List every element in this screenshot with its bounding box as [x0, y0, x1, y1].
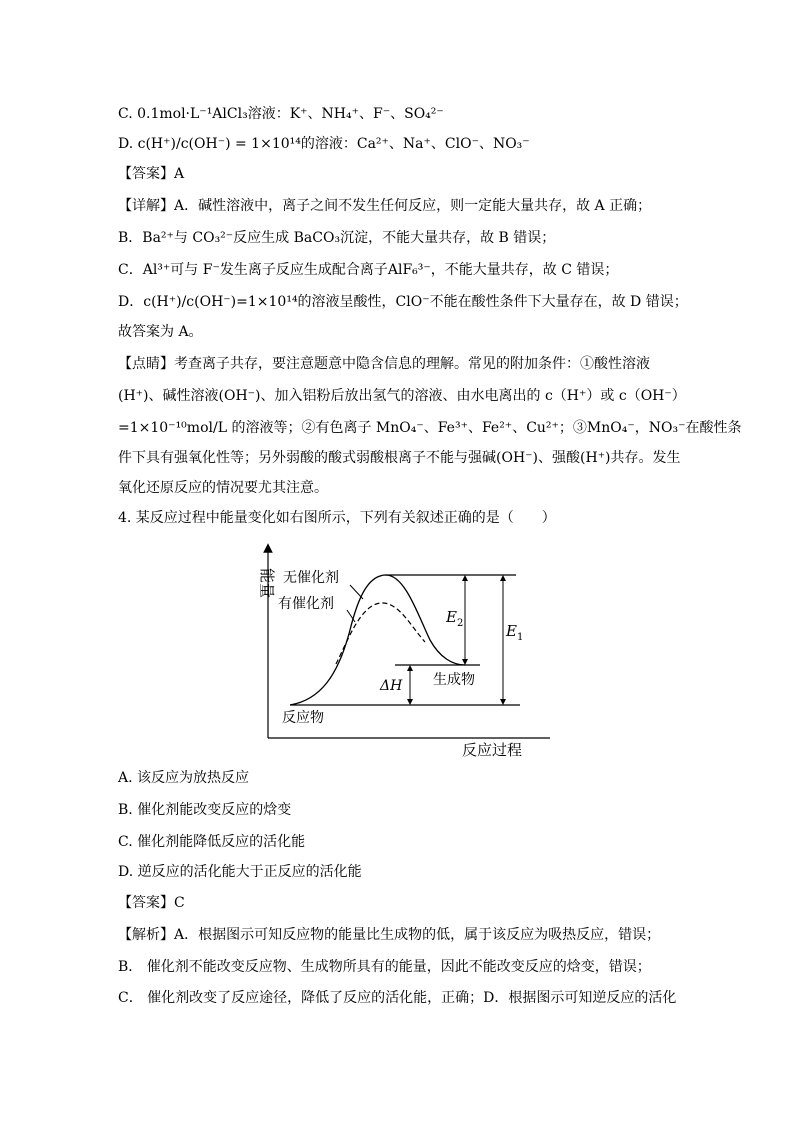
no-catalyst-label: 无催化剂 — [283, 570, 339, 586]
explanation-b: B．Ba²⁺与 CO₃²⁻反应生成 BaCO₃沉淀，不能大量共存，故 B 错误； — [118, 230, 556, 246]
y-axis-label: 能量 — [258, 568, 276, 599]
e2-label: $E_2$ — [446, 608, 464, 629]
x-axis-label: 反应过程 — [462, 741, 523, 759]
tips-line-5: 氧化还原反应的情况要尤其注意。 — [118, 480, 328, 496]
product-label: 生成物 — [433, 672, 475, 688]
conclusion-line: 故答案为 A。 — [118, 324, 203, 340]
option-c-line: C. 0.1mol·L⁻¹AlCl₃溶液：K⁺、NH₄⁺、F⁻、SO₄²⁻ — [118, 106, 444, 122]
answer-line: 【答案】A — [118, 166, 185, 182]
explanation-a: 【详解】A．碱性溶液中，离子之间不发生任何反应，则一定能大量共存，故 A 正确； — [118, 198, 652, 214]
explanation-c: C．Al³⁺可与 F⁻发生离子反应生成配合离子AlF₆³⁻，不能大量共存，故 C 错误； — [118, 262, 619, 278]
reactant-label: 反应物 — [282, 710, 324, 726]
catalyst-label: 有催化剂 — [278, 596, 334, 612]
tips-line-4: 件下具有强氧化性等；另外弱酸的酸式弱酸根离子不能与强碱(OH⁻)、强酸(H⁺)共存。发生 — [118, 450, 681, 466]
explanation-d: D．c(H⁺)/c(OH⁻)=1×10¹⁴的溶液呈酸性，ClO⁻不能在酸性条件下大量存在，故 D 错误； — [118, 294, 688, 310]
choice-a: A. 该反应为放热反应 — [118, 770, 250, 786]
analysis-line-1: 【解析】A．根据图示可知反应物的能量比生成物的低，属于该反应为吸热反应，错误； — [118, 927, 661, 943]
dh-label: ΔH — [380, 678, 403, 694]
tips-line-1: 【点睛】考查离子共存，要注意题意中隐含信息的理解。常见的附加条件：①酸性溶液 — [118, 356, 650, 372]
analysis-line-2: B． 催化剂不能改变反应物、生成物所具有的能量，因此不能改变反应的焓变，错误； — [118, 959, 651, 975]
tips-line-2: (H⁺)、碱性溶液(OH⁻)、加入铝粉后放出氢气的溶液、由水电离出的 c（H⁺）或 c（OH⁻） — [118, 388, 686, 404]
choice-c: C. 催化剂能降低反应的活化能 — [118, 834, 306, 850]
analysis-line-3: C． 催化剂改变了反应途径，降低了反应的活化能，正确；D．根据图示可知逆反应的活化 — [118, 990, 677, 1006]
option-d-line: D. c(H⁺)/c(OH⁻) = 1×10¹⁴的溶液：Ca²⁺、Na⁺、ClO⁻、NO₃⁻ — [118, 136, 530, 152]
choice-d: D. 逆反应的活化能大于正反应的活化能 — [118, 864, 362, 880]
no-catalyst-leader — [350, 585, 363, 599]
tips-line-3: =1×10⁻¹⁰mol/L 的溶液等；②有色离子 MnO₄⁻、Fe³⁺、Fe²⁺、Cu²⁺；③MnO₄⁻，NO₃⁻在酸性条 — [118, 420, 742, 436]
question-4-stem: 4. 某反应过程中能量变化如右图所示，下列有关叙述正确的是（ ） — [118, 510, 556, 526]
choice-b: B. 催化剂能改变反应的焓变 — [118, 802, 292, 818]
e1-label: $E_1$ — [506, 622, 524, 643]
answer-2-line: 【答案】C — [118, 895, 185, 911]
